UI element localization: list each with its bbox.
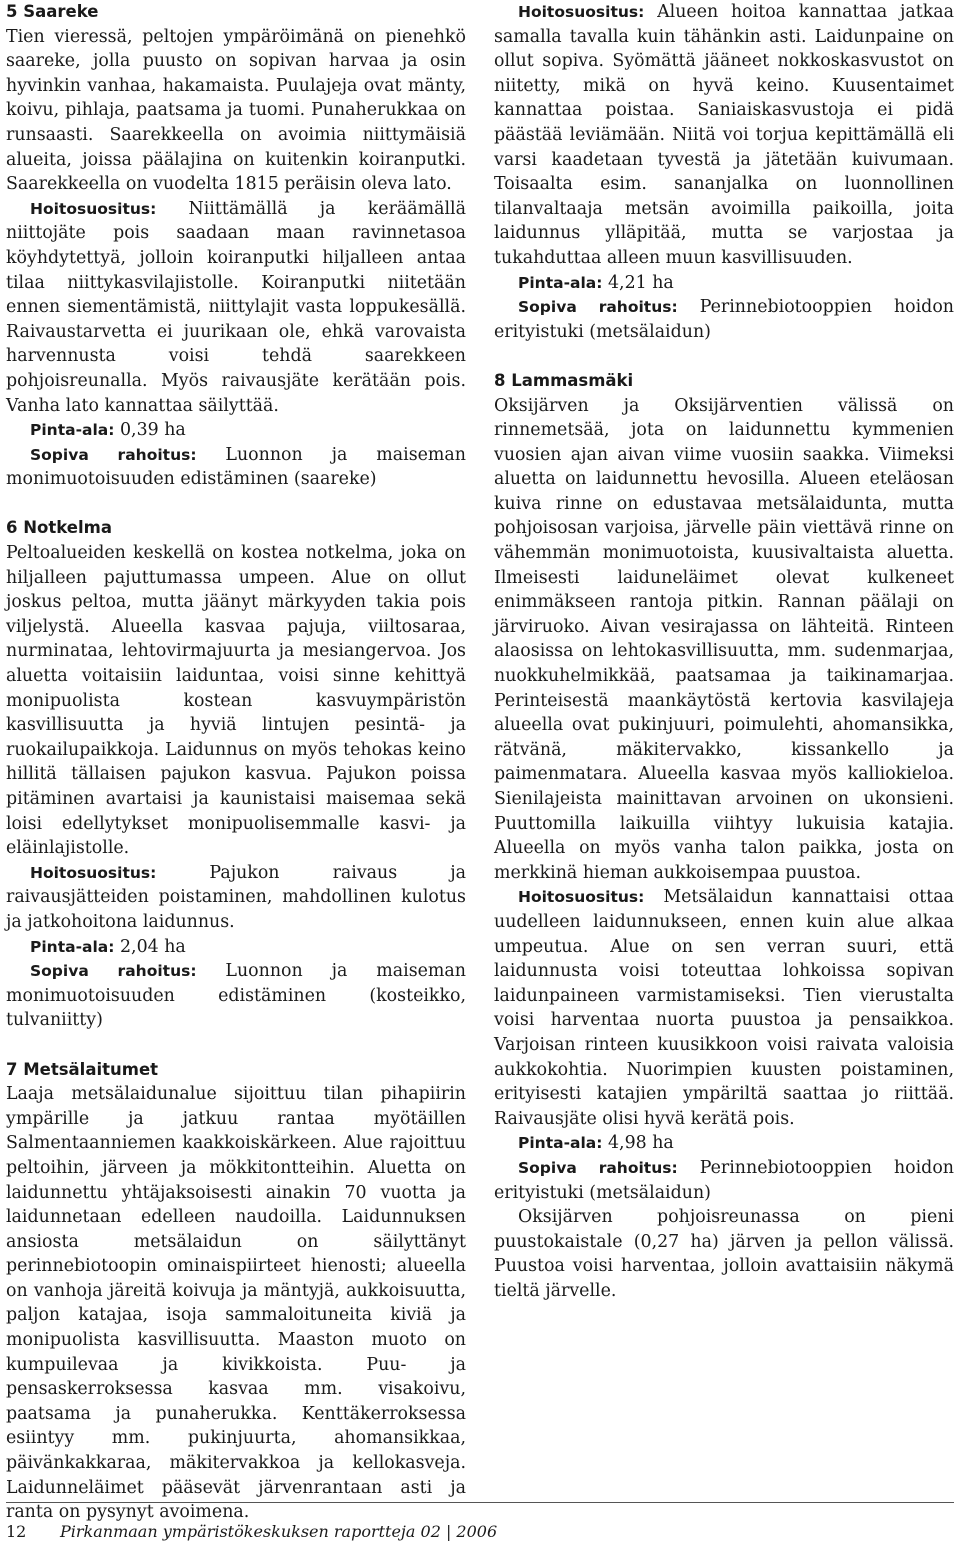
area-text: 2,04 ha xyxy=(114,936,186,957)
funding-label: Sopiva rahoitus: xyxy=(518,298,678,317)
section-7-funding xyxy=(494,295,954,344)
care-text: Pajukon raivaus ja raivausjätteiden poistaminen, mahdollinen kulotus ja jatkohoitona laidunnus. xyxy=(6,862,466,932)
section-8-extra: Oksijärven pohjoisreunassa on pieni puustokaistale (0,27 ha) järven ja pellon välissä. Puustoa voisi harventaa, jolloin avattaisiin näkymä tieltä järvelle. xyxy=(494,1207,954,1301)
section-5-funding xyxy=(6,443,466,492)
care-label: Hoitosuositus: xyxy=(518,3,645,21)
section-5-care xyxy=(6,197,466,418)
section-8-body: Oksijärven ja Oksijärventien välissä on rinnemetsää, jota on laidunnettu kymmenien vuosien ajan aivan viime vuosiin saakka. Viimeksi aluetta on laidunnettu hevosilla. Alueen eteläosan kuiva rinne on edustavaa metsälaidunta, mutta pohjoisosan varjoisa, järvelle päin viettävä rinne on vähemmän monimuotoista, kuusivaltaista aluetta. Ilmeisesti laiduneläimet olevat kulkeneet enimmäkseen rantoja pitkin. Rannan päälaji on järviruoko. Aivan vesirajassa on lähteitä. Rinteen alaosissa on lehtokasvillisuutta, mm. sudenmarjaa, nuokkuhelmikkää, paatsamaa ja taikinamarjaa. Perinteisestä maankäytöstä kertovia kasvilajeja alueella ovat pukinjuuri, poimulehti, ahomansikka, rätvänä, mäkitervakko, kissankello ja paimenmatara. Alueella kasvaa myös kalliokieloa. Sienilajeista mainittavan arvoinen on ukonsieni. Puuttomilla laikuilla viihtyy lukuisia katajia. Alueella on myös vanha talon paikka, josta on merkkinä hieman aukkoisempaa puustoa. xyxy=(494,395,954,883)
section-8-funding xyxy=(494,1156,954,1205)
section-6-care xyxy=(6,861,466,935)
section-6-area xyxy=(6,935,466,960)
funding-label: Sopiva rahoitus: xyxy=(518,1158,678,1177)
section-6-body: Peltoalueiden keskellä on kostea notkelma, joka on hiljalleen pajuttumassa umpeen. Alue on ollut joskus peltoa, mutta jäänyt märkyyden takia pois viljelystä. Alueella kasvaa pajuja, viiltosaraa, nurminataa, lehtovirmajuurta ja mesiangervoa. Jos aluetta voitaisiin laiduntaa, voisi sinne kehittyä monipuolista kostean kasvuympäristön kasvillisuutta ja hyviä lintujen pesintä- ja ruokailupaikkoja. Laidunnus on myös tehokas keino hillitä tällaisen pajukon kasvua. Pajukon poissa pitäminen avartaisi ja kaunistaisi maisemaa sekä loisi edellytykset monipuolisemmalle kasvi- ja eläinlajistolle. xyxy=(6,543,466,859)
funding-text: Luonnon ja maiseman monimuotoisuuden edistäminen (saareke) xyxy=(6,444,466,490)
funding-text: Luonnon ja maiseman monimuotoisuuden edistäminen (kosteikko, tulvaniitty) xyxy=(6,961,466,1031)
page-footer xyxy=(6,1522,497,1542)
section-6-heading: 6 Notkelma xyxy=(6,518,112,538)
left-column xyxy=(6,0,466,1525)
section-7-area xyxy=(494,271,954,296)
series-title: Pirkanmaan ympäristökeskuksen raportteja 02 | 2006 xyxy=(60,1522,498,1541)
section-7-body: Laaja metsälaidunalue sijoittuu tilan pihapiirin ympärille ja jatkuu rantaa myötäillen Salmentaanniemen kaakkoiskärkeen. Alue rajoittuu peltoihin, järveen ja mökkitontteihin. Aluetta on laidunnettu yhtäjaksoisesti ainakin 70 vuotta ja laidunnetaan edelleen naudoilla. Laidunnuksen ansiosta metsälaidun on säilyttänyt perinnebiotoopin ominaispiirteet hienosti; alueella on vanhoja järeitä koivuja ja mäntyjä, aukkoisuutta, paljon katajaa, isoja sammaloituneita kiviä ja monipuolista kasvillisuutta. Maaston muoto on kumpuilevaa ja kivikkoista. Puu- ja pensaskerroksessa kasvaa mm. visakoivu, paatsama ja punaherukka. Kenttäkerroksessa esiintyy mm. pukinjuurta, ahomansikkaa, päivänkakkaraa, mäkitervakkoa ja kellokasveja. Laidunneläimet pääsevät järvenrantaan asti ja ranta on pysynyt avoimena. xyxy=(6,1084,466,1523)
spacer xyxy=(6,492,466,517)
area-label: Pinta-ala: xyxy=(30,937,115,956)
care-label: Hoitosuositus: xyxy=(518,888,645,907)
care-text: Alueen hoitoa kannattaa jatkaa samalla tavalla kuin tähänkin asti. Laidunpaine on ollut sopiva. Syömättä jääneet nokkoskasvustot on niitetty, mikä on hyvä keino. Kuusentaimet kannattaa poistaa. Saniaiskasvustoja ei pidä päästää leviämään. Niitä voi torjua kepittämällä eli varsi kaadetaan tyvestä ja jätetään kuivumaan. Toisaalta esim. sananjalka on luonnollinen tilanvaltaaja metsän avoimilla paikoilla, joita laidunnus ylläpitää, mutta se varjostaa ja tukahduttaa alleen muun kasvillisuuden. xyxy=(494,2,954,268)
area-text: 4,98 ha xyxy=(602,1133,674,1154)
funding-label: Sopiva rahoitus: xyxy=(30,962,197,981)
funding-text: Perinnebiotooppien hoidon erityistuki (metsälaidun) xyxy=(494,1157,954,1203)
area-text: 4,21 ha xyxy=(602,272,674,293)
spacer xyxy=(6,1033,466,1058)
section-5-heading: 5 Saareke xyxy=(6,2,99,21)
footer-divider xyxy=(6,1502,954,1503)
section-7-care xyxy=(494,0,954,271)
section-5-body: Tien vieressä, peltojen ympäröimänä on pienehkö saareke, jolla puusto on sopivan harvaa ja osin hyvinkin vanhaa, hakamaista. Puulajeja ovat mänty, koivu, pihlaja, paatsama ja tuomi. Punaherukkaa on runsaasti. Saarekkeella on avoimia niittymäisiä alueita, joissa päälajina on kuitenkin koiranputki. Saarekkeella on vuodelta 1815 peräisin oleva lato. xyxy=(6,26,466,195)
care-label: Hoitosuositus: xyxy=(30,199,157,218)
area-label: Pinta-ala: xyxy=(518,1134,603,1153)
section-7-heading: 7 Metsälaitumet xyxy=(6,1059,159,1079)
section-8-area xyxy=(494,1131,954,1156)
page-number: 12 xyxy=(6,1522,27,1541)
section-5-area xyxy=(6,418,466,443)
care-text: Metsälaidun kannattaisi ottaa uudelleen laidunnukseen, ennen kuin alue alkaa umpeutua. Alue on sen verran suuri, että laidunnusta voisi toteuttaa lohkoissa sopivan laidunpaineen varmistamiseksi. Tien vierustalta voisi harventaa nuorta puustoa ja pensaikkoa. Varjoisan rinteen kuusikkoon voisi raivata valoisia aukkokohtia. Nuorimpien kuusten poistaminen, erityisesti katajien ympäriltä saattaa jo riittää. Raivausjäte olisi hyvä kerätä pois. xyxy=(494,887,954,1129)
care-label: Hoitosuositus: xyxy=(30,863,157,882)
right-column xyxy=(494,0,954,1303)
funding-text: Perinnebiotooppien hoidon erityistuki (metsälaidun) xyxy=(494,297,954,342)
care-text: Niittämällä ja keräämällä niittojäte pois saadaan maan ravinnetasoa köyhdytettyä, jolloin koiranputki hiljalleen antaa tilaa niittykasvilajistolle. Koiranputki niitetään ennen siementämistä, niittylajit vasta loppukesällä. Raivaustarvetta ei juurikaan ole, ehkä varovaista harvennusta voisi tehdä saarekkeen pohjoisreunalla. Myös raivausjäte kerätään pois. Vanha lato kannattaa säilyttää. xyxy=(6,198,466,416)
section-6-funding xyxy=(6,959,466,1033)
area-label: Pinta-ala: xyxy=(518,273,603,292)
spacer xyxy=(494,344,954,369)
area-label: Pinta-ala: xyxy=(30,421,115,440)
area-text: 0,39 ha xyxy=(114,420,186,441)
section-8-heading: 8 Lammasmäki xyxy=(494,370,634,390)
funding-label: Sopiva rahoitus: xyxy=(30,445,197,464)
section-8-care xyxy=(494,885,954,1131)
